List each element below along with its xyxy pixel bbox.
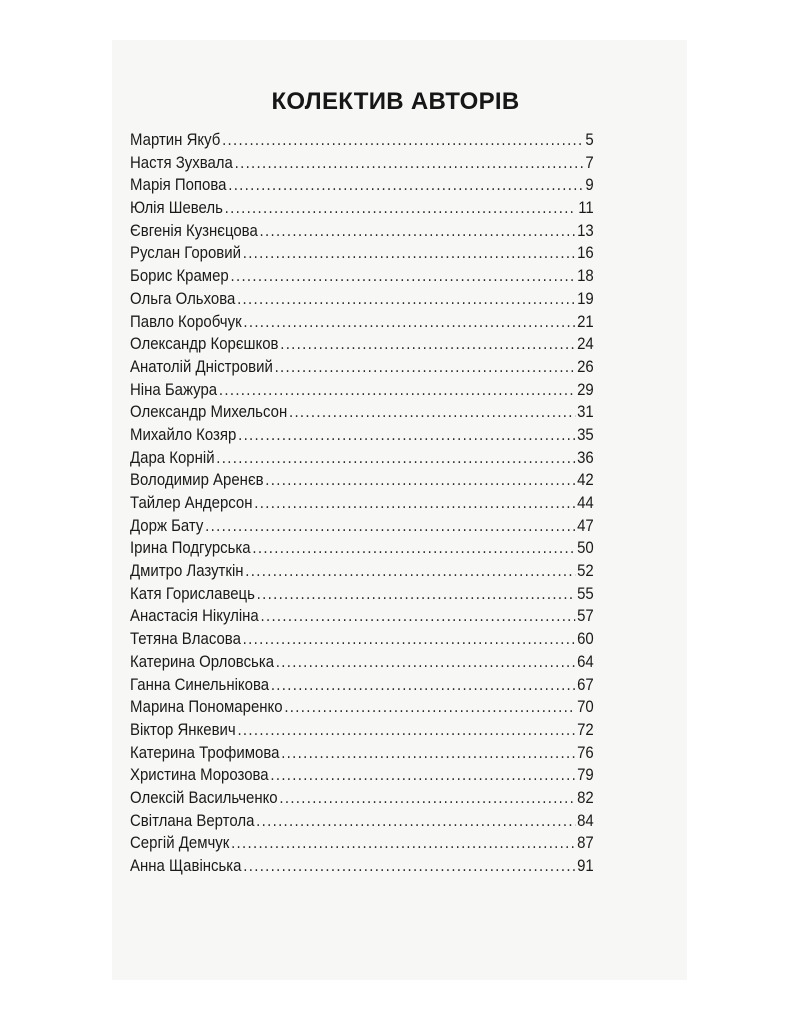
toc-author-name: Юлія Шевель — [130, 198, 223, 218]
toc-dot-leader — [243, 242, 576, 265]
toc-author-name: Ніна Бажура — [130, 379, 218, 399]
toc-page-number: 16 — [577, 243, 594, 263]
toc-author-name: Володимир Аренєв — [130, 470, 264, 490]
toc-entry — [130, 605, 594, 628]
toc-dot-leader — [265, 469, 575, 492]
toc-author-name: Христина Морозова — [130, 765, 269, 785]
toc-author-name: Анатолій Дністровий — [130, 356, 273, 376]
toc-entry — [130, 424, 594, 447]
toc-entry — [130, 674, 594, 697]
toc-author-name: Ганна Синельнікова — [130, 674, 270, 694]
toc-page-number: 5 — [585, 130, 594, 149]
toc-entry — [130, 651, 594, 674]
toc-author-name: Марія Попова — [130, 175, 227, 195]
toc-entry — [130, 447, 594, 470]
toc-page-number: 64 — [577, 651, 594, 671]
page-title: КОЛЕКТИВ АВТОРІВ — [271, 88, 520, 115]
toc-dot-leader — [281, 742, 575, 765]
table-of-contents — [130, 129, 594, 878]
toc-entry — [130, 560, 594, 583]
toc-dot-leader — [238, 424, 575, 447]
toc-entry — [130, 628, 594, 651]
toc-author-name: Ірина Подгурська — [130, 538, 251, 558]
toc-page-number: 21 — [577, 311, 594, 331]
toc-dot-leader — [219, 379, 575, 402]
toc-dot-leader — [252, 537, 575, 560]
toc-entry — [130, 469, 594, 492]
toc-entry — [130, 129, 594, 152]
toc-dot-leader — [205, 515, 575, 538]
toc-entry — [130, 174, 594, 197]
toc-dot-leader — [237, 719, 575, 742]
toc-page-number: 31 — [577, 402, 594, 422]
toc-dot-leader — [230, 265, 575, 288]
toc-entry — [130, 311, 594, 334]
toc-author-name: Дмитро Лазуткін — [130, 561, 244, 581]
toc-page-number: 87 — [577, 833, 594, 853]
toc-dot-leader — [280, 333, 575, 356]
toc-author-name: Світлана Вертола — [130, 810, 255, 830]
toc-entry — [130, 152, 594, 175]
toc-page-number: 26 — [577, 356, 594, 376]
toc-entry — [130, 810, 594, 833]
toc-dot-leader — [289, 401, 575, 424]
toc-author-name: Євгенія Кузнєцова — [130, 220, 258, 240]
toc-author-name: Михайло Козяр — [130, 424, 237, 444]
toc-page-number: 44 — [577, 493, 594, 512]
toc-author-name: Руслан Горовий — [130, 243, 241, 263]
toc-entry — [130, 265, 594, 288]
toc-page-number: 79 — [577, 765, 594, 785]
toc-entry — [130, 515, 594, 538]
toc-dot-leader — [216, 447, 575, 470]
toc-entry — [130, 787, 594, 810]
toc-entry — [130, 242, 594, 265]
toc-dot-leader — [256, 810, 575, 833]
toc-author-name: Мартин Якуб — [130, 130, 221, 149]
toc-dot-leader — [279, 787, 575, 810]
toc-author-name: Настя Зухвала — [130, 152, 233, 172]
toc-page-number: 67 — [577, 674, 594, 694]
toc-entry — [130, 696, 594, 719]
toc-dot-leader — [257, 583, 576, 606]
toc-page-number: 52 — [577, 561, 594, 581]
toc-author-name: Тетяна Власова — [130, 629, 241, 649]
toc-page-number: 47 — [577, 515, 594, 535]
toc-dot-leader — [260, 220, 576, 243]
toc-dot-leader — [271, 674, 576, 697]
toc-entry — [130, 764, 594, 787]
toc-author-name: Павло Коробчук — [130, 311, 242, 331]
toc-dot-leader — [245, 560, 575, 583]
toc-page-number: 7 — [585, 152, 594, 172]
toc-author-name: Тайлер Андерсон — [130, 493, 253, 512]
toc-dot-leader — [222, 129, 584, 152]
toc-author-name: Олександр Корєшков — [130, 334, 279, 354]
toc-page-number: 24 — [577, 334, 594, 354]
toc-entry — [130, 719, 594, 742]
toc-page-number: 55 — [577, 583, 594, 603]
toc-author-name: Борис Крамер — [130, 266, 229, 286]
toc-author-name: Дорж Бату — [130, 515, 204, 535]
toc-page-number: 84 — [577, 810, 594, 830]
toc-dot-leader — [261, 605, 576, 628]
toc-dot-leader — [270, 764, 575, 787]
toc-author-name: Сергій Демчук — [130, 833, 230, 853]
toc-page-number: 72 — [577, 719, 594, 739]
toc-entry — [130, 220, 594, 243]
toc-page-number: 57 — [577, 606, 594, 626]
toc-dot-leader — [276, 651, 576, 674]
toc-author-name: Олексій Васильченко — [130, 787, 278, 807]
toc-author-name: Анастасія Нікуліна — [130, 606, 259, 626]
toc-author-name: Катерина Орловська — [130, 651, 275, 671]
toc-page-number: 19 — [577, 288, 594, 308]
toc-entry — [130, 356, 594, 379]
toc-page-number: 82 — [577, 787, 594, 807]
toc-dot-leader — [254, 492, 575, 515]
toc-author-name: Олександр Михельсон — [130, 402, 288, 422]
toc-author-name: Віктор Янкевич — [130, 719, 236, 739]
toc-page-number: 11 — [578, 198, 594, 218]
toc-dot-leader — [284, 696, 575, 719]
toc-entry — [130, 379, 594, 402]
toc-page-number: 35 — [577, 424, 594, 444]
toc-author-name: Марина Пономаренко — [130, 697, 283, 717]
toc-author-name: Катя Гориславець — [130, 583, 255, 603]
toc-page-number: 91 — [577, 856, 594, 875]
toc-page-number: 42 — [577, 470, 594, 490]
toc-entry — [130, 742, 594, 765]
toc-entry — [130, 197, 594, 220]
toc-entry — [130, 288, 594, 311]
toc-dot-leader — [231, 832, 575, 855]
toc-entry — [130, 832, 594, 855]
toc-page-number: 29 — [577, 379, 594, 399]
toc-dot-leader — [243, 628, 576, 651]
toc-entry — [130, 855, 594, 878]
toc-entry — [130, 401, 594, 424]
toc-author-name: Анна Щавінська — [130, 856, 242, 875]
toc-author-name: Дара Корній — [130, 447, 215, 467]
toc-dot-leader — [243, 855, 575, 878]
toc-page-number: 9 — [585, 175, 594, 195]
toc-dot-leader — [237, 288, 575, 311]
toc-dot-leader — [225, 197, 577, 220]
toc-page-number: 60 — [577, 629, 594, 649]
toc-page-number: 76 — [577, 742, 594, 762]
toc-page-number: 13 — [577, 220, 594, 240]
toc-dot-leader — [243, 311, 575, 334]
toc-page-number: 70 — [577, 697, 594, 717]
toc-dot-leader — [275, 356, 576, 379]
toc-author-name: Катерина Трофимова — [130, 742, 280, 762]
toc-page-number: 18 — [577, 266, 594, 286]
toc-entry — [130, 333, 594, 356]
toc-dot-leader — [228, 174, 583, 197]
toc-dot-leader — [235, 152, 584, 175]
toc-entry — [130, 583, 594, 606]
toc-entry — [130, 492, 594, 515]
toc-author-name: Ольга Ольхова — [130, 288, 236, 308]
toc-entry — [130, 537, 594, 560]
toc-page-number: 50 — [577, 538, 594, 558]
toc-page-number: 36 — [577, 447, 594, 467]
